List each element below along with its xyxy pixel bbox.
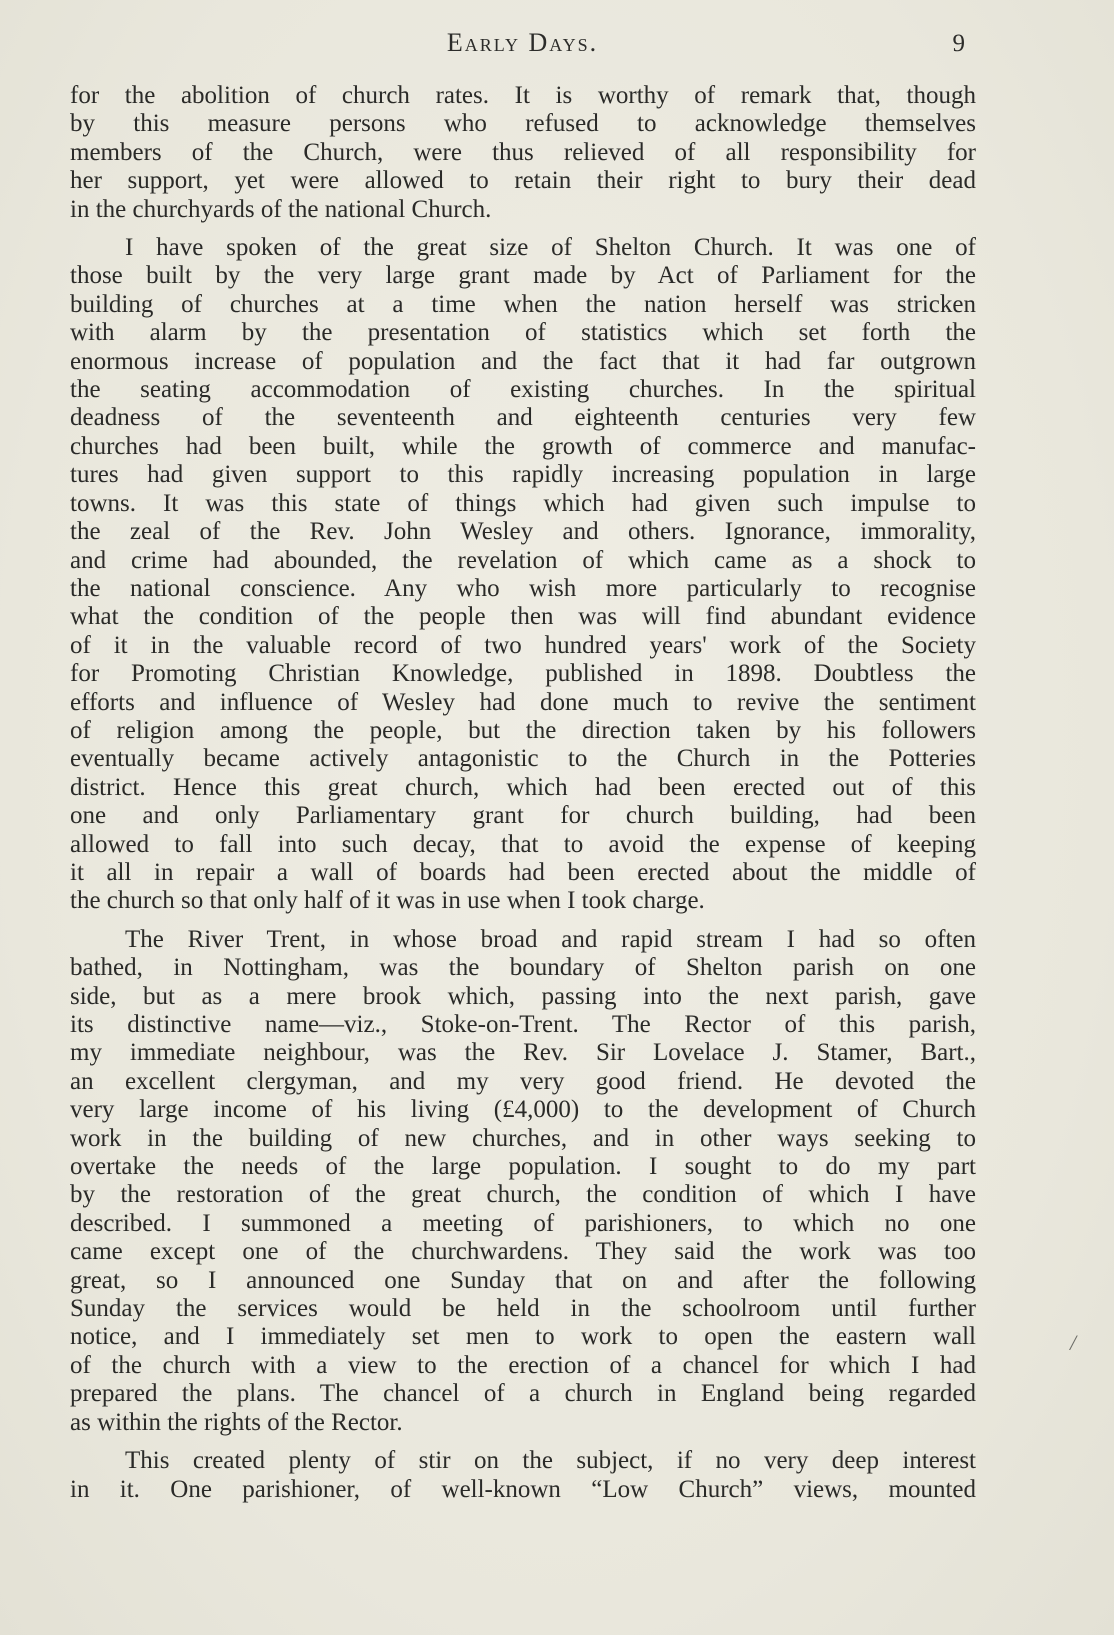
text-line: as within the rights of the Rector.: [70, 1408, 403, 1436]
text-line: the national conscience. Any who wish more particularly to recognise: [70, 574, 976, 602]
paragraph-2: [70, 234, 976, 916]
text-line: in it. One parishioner, of well-known “Low Church” views, mounted: [70, 1475, 976, 1503]
text-line: an excellent clergyman, and my very good friend. He devoted the: [70, 1067, 976, 1095]
text-line: of religion among the people, but the direction taken by his followers: [70, 716, 976, 744]
text-line: district. Hence this great church, which had been erected out of this: [70, 773, 976, 801]
text-line: allowed to fall into such decay, that to avoid the expense of keeping: [70, 830, 976, 858]
text-line: side, but as a mere brook which, passing into the next parish, gave: [70, 982, 976, 1010]
text-line: The River Trent, in whose broad and rapid stream I had so often: [125, 925, 976, 953]
text-line: described. I summoned a meeting of parishioners, to which no one: [70, 1209, 976, 1237]
text-line: and crime had abounded, the revelation of which came as a shock to: [70, 546, 976, 574]
text-line: it all in repair a wall of boards had been erected about the middle of: [70, 858, 976, 886]
text-line: very large income of his living (£4,000) to the development of Church: [70, 1096, 976, 1124]
text-line: tures had given support to this rapidly increasing population in large: [70, 461, 976, 489]
text-line: bathed, in Nottingham, was the boundary of Shelton parish on one: [70, 954, 976, 982]
text-line: enormous increase of population and the fact that it had far outgrown: [70, 347, 976, 375]
text-line: one and only Parliamentary grant for church building, had been: [70, 802, 976, 830]
text-line: churches had been built, while the growth of commerce and manufac-: [70, 432, 976, 460]
text-line: This created plenty of stir on the subject, if no very deep interest: [125, 1447, 976, 1475]
running-title: Early Days.: [446, 28, 599, 57]
text-line: efforts and influence of Wesley had done much to revive the sentiment: [70, 688, 976, 716]
text-line: towns. It was this state of things which had given such impulse to: [70, 489, 976, 517]
text-line: her support, yet were allowed to retain their right to bury their dead: [70, 167, 976, 195]
text-line: for the abolition of church rates. It is worthy of remark that, though: [70, 82, 976, 109]
text-line: the church so that only half of it was in use when I took charge.: [70, 887, 705, 915]
margin-pencil-mark: /: [1070, 1330, 1077, 1355]
text-line: by the restoration of the great church, the condition of which I have: [70, 1181, 976, 1209]
text-line: work in the building of new churches, and in other ways seeking to: [70, 1124, 976, 1152]
text-line: the seating accommodation of existing churches. In the spiritual: [70, 376, 976, 404]
text-line: with alarm by the presentation of statistics which set forth the: [70, 319, 976, 347]
text-line: those built by the very large grant made by Act of Parliament for the: [70, 262, 976, 290]
text-line: Sunday the services would be held in the schoolroom until further: [70, 1295, 976, 1323]
running-head: [70, 28, 975, 68]
text-line: of it in the valuable record of two hundred years' work of the Society: [70, 631, 976, 659]
text-line: prepared the plans. The chancel of a church in England being regarded: [70, 1380, 976, 1408]
text-line: members of the Church, were thus relieved of all responsibility for: [70, 138, 976, 166]
text-line: great, so I announced one Sunday that on and after the following: [70, 1266, 976, 1294]
text-line: building of churches at a time when the nation herself was stricken: [70, 290, 976, 318]
text-line: came except one of the churchwardens. They said the work was too: [70, 1238, 976, 1266]
paragraph-4: [70, 1447, 976, 1504]
text-line: of the church with a view to the erection of a chancel for which I had: [70, 1351, 976, 1379]
text-line: the zeal of the Rev. John Wesley and others. Ignorance, immorality,: [70, 518, 976, 546]
text-line: by this measure persons who refused to acknowledge themselves: [70, 110, 976, 138]
paragraph-3: [70, 926, 976, 1437]
text-line: I have spoken of the great size of Shelton Church. It was one of: [125, 234, 976, 262]
text-line: overtake the needs of the large population. I sought to do my part: [70, 1153, 976, 1181]
text-line: what the condition of the people then was will find abundant evidence: [70, 603, 976, 631]
body-text: [70, 82, 976, 1514]
text-line: my immediate neighbour, was the Rev. Sir Lovelace J. Stamer, Bart.,: [70, 1039, 976, 1067]
text-line: eventually became actively antagonistic to the Church in the Potteries: [70, 745, 976, 773]
text-line: deadness of the seventeenth and eighteenth centuries very few: [70, 404, 976, 432]
page-number: 9: [952, 30, 965, 57]
text-line: for Promoting Christian Knowledge, published in 1898. Doubtless the: [70, 660, 976, 688]
paragraph-1: [70, 82, 976, 224]
text-line: its distinctive name—viz., Stoke-on-Trent. The Rector of this parish,: [70, 1011, 976, 1038]
text-line: in the churchyards of the national Church.: [70, 195, 492, 223]
text-line: notice, and I immediately set men to work to open the eastern wall: [70, 1323, 976, 1351]
